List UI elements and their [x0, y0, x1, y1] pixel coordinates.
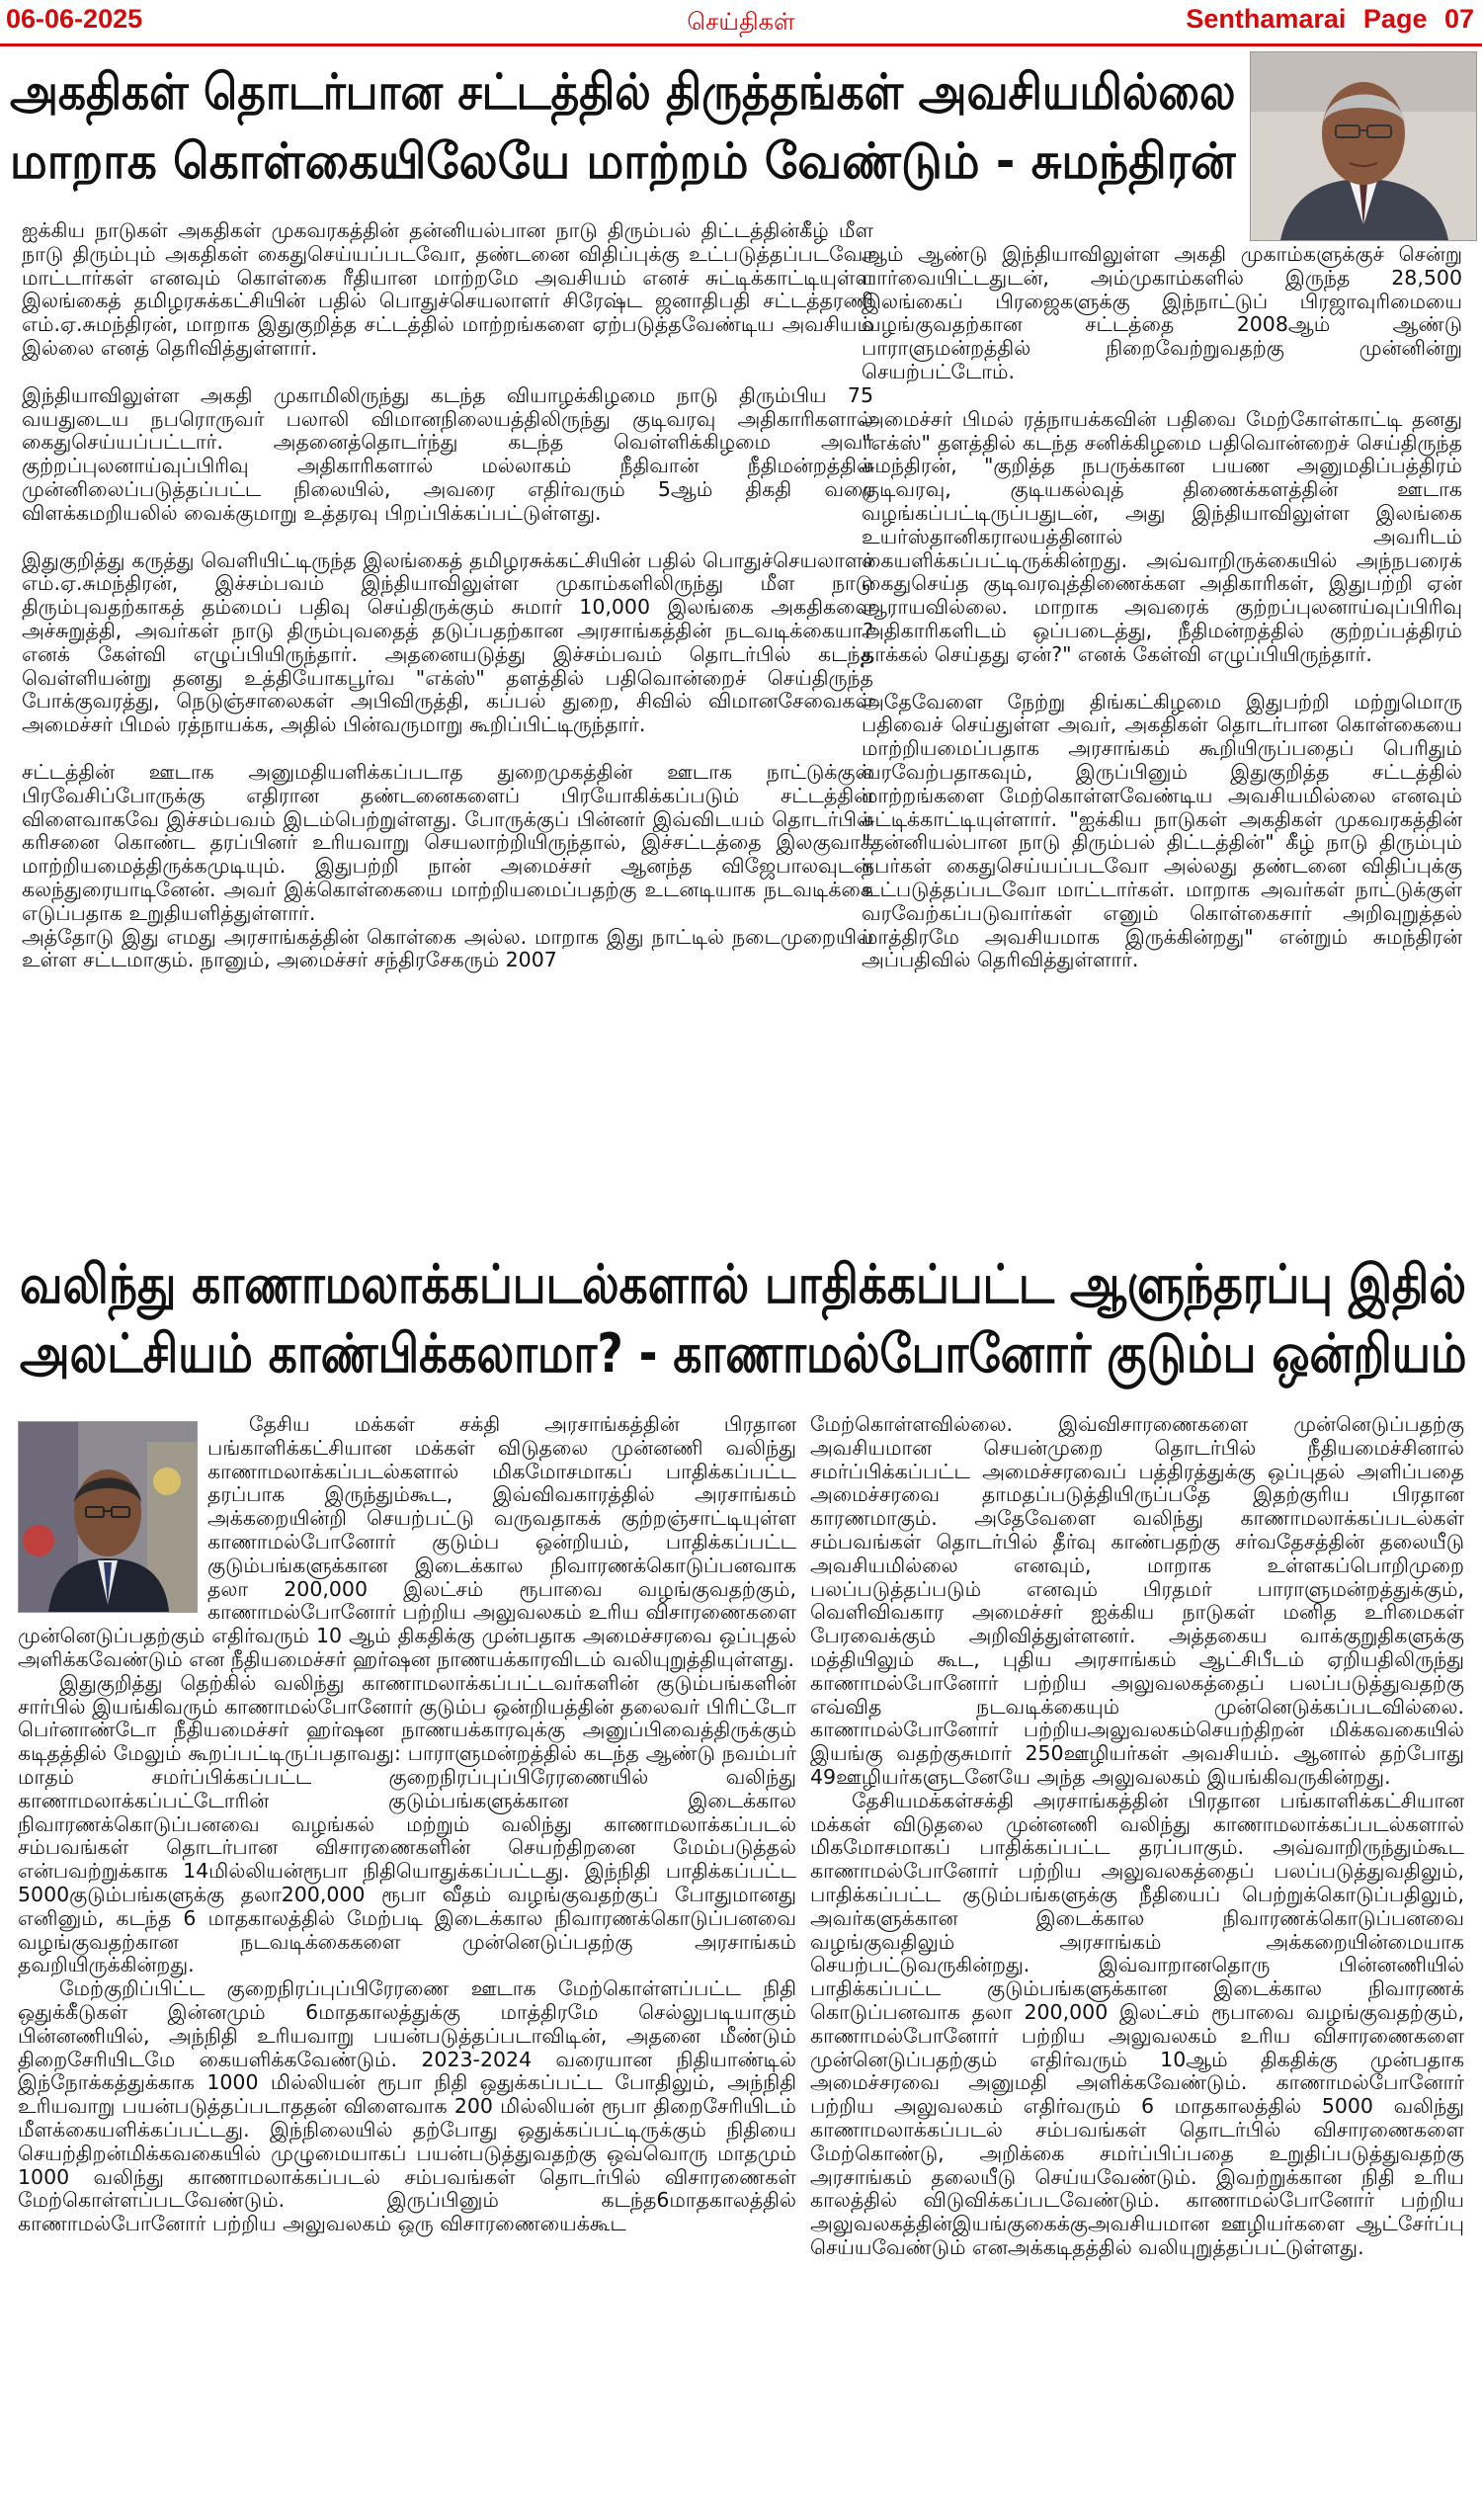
- article2-headline: [20, 1250, 1467, 1388]
- article2-paragraph: மேற்கொள்ளவில்லை. இவ்விசாரணைகளை முன்னெடுப்பதற்கு அவசியமான செயன்முறை தொடர்பில் நீதியமைச்சினால் சமர்ப்பிக்கப்பட்ட அமைச்சரவைப் பத்திரத்துக்கு ஒப்புதல் அளிப்பதை அமைச்சரவை தாமதப்படுத்தியிருப்பதே இதற்குரிய பிரதான காரணமாகும். அதேவேளை வலிந்து காணாமலாக்கப்படல்கள் சம்பவங்கள் தொடர்பில் தீர்வு காண்பதற்கு சர்வதேசத்தின் தலையீடு அவசியமில்லை எனவும், மாறாக உள்ளகப்பொறிமுறை பலப்படுத்தப்படும் எனவும் பிரதமர் பாராளுமன்றத்துக்கும், வெளிவிவகார அமைச்சர் ஐக்கிய நாடுகள் மனித உரிமைகள் பேரவைக்கும் அறிவித்துள்ளனர். அத்தகைய வாக்குறுதிகளுக்கு மத்தியிலும் கூட, புதிய அரசாங்கம் ஆட்சிபீடம் ஏறியதிலிருந்து காணாமல்போனோர் பற்றிய அலுவலகத்தைப் பலப்படுத்துவதற்கு எவ்வித நடவடிக்கையும் முன்னெடுக்கப்படவில்லை. காணாமல்போனோர் பற்றியஅலுவலகம்செயற்திறன் மிக்கவகையில் இயங்கு வதற்குசுமார் 250ஊழியர்கள் அவசியம். ஆனால் தற்போது 49ஊழியர்களுடனேயே அந்த அலுவலகம் இயங்கிவருகின்றது.: [810, 1412, 1464, 1789]
- article1-paragraph: அத்தோடு இது எமது அரசாங்கத்தின் கொள்கை அல்ல. மாறாக இது நாட்டில் நடைமுறையில் உள்ள சட்டமாகும். நானும், அமைச்சர் சந்திரசேகரும் 2007: [22, 924, 873, 972]
- masthead: [0, 0, 1482, 43]
- paper-name: Senthamarai: [1186, 4, 1347, 34]
- paper-page-label: [1186, 4, 1474, 35]
- article1-headline: [10, 57, 1235, 196]
- article2-column2: [810, 1413, 1464, 2515]
- article2-headline-line1: வலிந்து காணாமலாக்கப்படல்களால் பாதிக்கப்பட்ட ஆளுந்தரப்பு இதில்: [20, 1253, 1467, 1315]
- sumanthiran-photo: [1250, 51, 1477, 241]
- article1-paragraph: இந்தியாவிலுள்ள அகதி முகாமிலிருந்து கடந்த வியாழக்கிழமை நாடு திரும்பிய 75 வயதுடைய நபரொருவர் பலாலி விமானநிலையத்திலிருந்து குடிவரவு அதிகாரிகளால் கைதுசெய்யப்பட்டார். அதனைத்தொடர்ந்து கடந்த வெள்ளிக்கிழமை அவர் குற்றப்புலனாய்வுப்பிரிவு அதிகாரிகளால் மல்லாகம் நீதிவான் நீதிமன்றத்தில் முன்னிலைப்படுத்தப்பட்ட நிலையில், அவரை எதிர்வரும் 5ஆம் திகதி வரை விளக்கமறியலில் வைக்குமாறு உத்தரவு பிறப்பிக்கப்பட்டுள்ளது.: [22, 382, 873, 525]
- issue-date: 06-06-2025: [6, 4, 143, 34]
- article1-paragraph: இதுகுறித்து கருத்து வெளியிட்டிருந்த இலங்கைத் தமிழரசுக்கட்சியின் பதில் பொதுச்செயலாளர் எம்.ஏ.சுமந்திரன், இச்சம்பவம் இந்தியாவிலுள்ள முகாம்களிலிருந்து மீள நாடு திரும்புவதற்காகத் தம்மைப் பதிவு செய்திருக்கும் சுமார் 10,000 இலங்கை அகதிகளை அச்சுறுத்தி, அவர்கள் நாடு திரும்புவதைத் தடுப்பதற்கான அரசாங்கத்தின் நடவடிக்கையா? எனக் கேள்வி எழுப்பியிருந்தார். அதனையடுத்து இச்சம்பவம் தொடர்பில் கடந்த வெள்ளியன்று தனது உத்தியோகபூர்வ "எக்ஸ்" தளத்தில் பதிவொன்றைச் செய்திருந்த போக்குவரத்து, நெடுஞ்சாலைகள் அபிவிருத்தி, கப்பல் துறை, சிவில் விமானசேவைகள் அமைச்சர் பிமல் ரத்நாயக்க, அதில் பின்வருமாறு கூறிப்பிட்டிருந்தார்.: [22, 547, 873, 737]
- portrait-image: [1251, 52, 1476, 240]
- page-number: Page 07: [1362, 4, 1474, 34]
- article1-headline-line1: அகதிகள் தொடர்பான சட்டத்தில் திருத்தங்கள் அவசியமில்லை: [10, 63, 1236, 121]
- article2-paragraph: தேசிய மக்கள் சக்தி அரசாங்கத்தின் பிரதான பங்காளிக்கட்சியான மக்கள் விடுதலை முன்னணி வலிந்து காணாமலாக்கப்படல்களால் மிகமோசமாகப் பாதிக்கப்பட்ட தரப்பாக இருந்தும்கூட, இவ்விவகாரத்தில் அரசாங்கம் அக்கறையின்றி செயற்பட்டு வருவதாகக் குற்றஞ்சாட்டியுள்ள காணாமல்போனோர் குடும்ப ஒன்றியம், பாதிக்கப்பட்ட குடும்பங்களுக்கான இடைக்கால நிவாரணக்கொடுப்பனவாக தலா 200,000 இலட்சம் ரூபாவை வழங்குவதற்கும், காணாமல்போனோர் பற்றிய அலுவலகம் உரிய விசாரணைகளை முன்னெடுப்பதற்கும் எதிர்வரும் 10 ஆம் திகதிக்கு முன்பதாக அமைச்சரவை ஒப்புதல் அளிக்கவேண்டும் என நீதியமைச்சர் ஹர்ஷன நாணயக்காரவிடம் வலியுறுத்தியுள்ளது.: [18, 1412, 796, 1671]
- article1-paragraph: ஐக்கிய நாடுகள் அகதிகள் முகவரகத்தின் தன்னியல்பான நாடு திரும்பல் திட்டத்தின்கீழ் மீள நாடு திரும்பும் அகதிகள் கைதுசெய்யப்படவோ, தண்டனை விதிப்புக்கு உட்படுத்தப்படவோ மாட்டார்கள் எனவும் கொள்கை ரீதியான மாற்றமே அவசியம் எனச் சுட்டிக்காட்டியுள்ள இலங்கைத் தமிழரசுக்கட்சியின் பதில் பொதுச்செயலாளர் சிரேஷ்ட ஜனாதிபதி சட்டத்தரணி எம்.ஏ.சுமந்திரன், மாறாக இதுகுறித்த சட்டத்தில் மாற்றங்களை ஏற்படுத்தவேண்டிய அவசியம் இல்லை எனத் தெரிவித்துள்ளார்.: [22, 218, 873, 360]
- article2-headline-line2: அலட்சியம் காண்பிக்கலாமா? - காணாமல்போனோர் குடும்ப ஒன்றியம்: [20, 1322, 1467, 1385]
- article1-column2: [862, 243, 1462, 1243]
- article1-headline-line2: மாறாக கொள்கையிலேயே மாற்றம் வேண்டும் - சுமந்திரன்: [10, 132, 1236, 190]
- article2-paragraph: தேசியமக்கள்சக்தி அரசாங்கத்தின் பிரதான பங்காளிக்கட்சியான மக்கள் விடுதலை முன்னணி வலிந்து காணாமலாக்கப்படல்களால் மிகமோசமாகப் பாதிக்கப்பட்ட தரப்பாகும். அவ்வாறிருந்தும்கூட காணாமல்போனோர் பற்றிய அலுவலகத்தைப் பலப்படுத்துவதிலும், பாதிக்கப்பட்ட குடும்பங்களுக்கு நீதியைப் பெற்றுக்கொடுப்பதிலும், அவர்களுக்கான இடைக்கால நிவாரணக்கொடுப்பனவை வழங்குவதிலும் அரசாங்கம் அக்கறையின்மையாக செயற்பட்டுவருகின்றது. இவ்வாறானதொரு பின்னணியில் பாதிக்கப்பட்ட குடும்பங்களுக்கான இடைக்கால நிவாரணக் கொடுப்பனவாக தலா 200,000 இலட்சம் ரூபாவை வழங்குவதற்கும், காணாமல்போனோர் பற்றிய அலுவலகம் உரிய விசாரணைகளை முன்னெடுப்பதற்கும் எதிர்வரும் 10ஆம் திகதிக்கு முன்பதாக அமைச்சரவை அனுமதி அளிக்கவேண்டும். காணாமல்போனோர் பற்றிய அலுவலகம் எதிர்வரும் 6 மாதகாலத்தில் 5000 வலிந்து காணாமலாக்கப்படல் சம்பவங்கள் தொடர்பில் விசாரணைகளை மேற்கொண்டு, அறிக்கை சமர்ப்பிப்பதை உறுதிப்படுத்துவதற்கு அரசாங்கம் தலையீடு செய்யவேண்டும். இவற்றுக்கான நிதி உரிய காலத்தில் விடுவிக்கப்படவேண்டும். காணாமல்போனோர் பற்றிய அலுவலகத்தின்இயங்குகைக்குஅவசியமான ஊழியர்களை ஆட்சேர்ப்பு செய்யவேண்டும் எனஅக்கடிதத்தில் வலியுறுத்தப்பட்டுள்ளது.: [810, 1788, 1464, 2259]
- article1-paragraph: ஆம் ஆண்டு இந்தியாவிலுள்ள அகதி முகாம்களுக்குச் சென்று பார்வையிட்டதுடன், அம்முகாம்களில் இருந்த 28,500 இலங்கைப் பிரஜைகளுக்கு இந்நாட்டுப் பிரஜாவுரிமையை வழங்குவதற்கான சட்டத்தை 2008ஆம் ஆண்டு பாராளுமன்றத்தில் நிறைவேற்றுவதற்கு முன்னின்று செயற்பட்டோம்.: [862, 242, 1462, 383]
- article1-column1: [22, 219, 873, 1245]
- article2-paragraph: மேற்குறிப்பிட்ட குறைநிரப்புப்பிரேரணை ஊடாக மேற்கொள்ளப்பட்ட நிதி ஒதுக்கீடுகள் இன்னமும் 6மாதகாலத்துக்கு மாத்திரமே செல்லுபடியாகும் பின்னணியில், அந்நிதி உரியவாறு பயன்படுத்தப்படாவிடின், அதனை மீண்டும் திறைசேரியிடமே கையளிக்கவேண்டும். 2023-2024 வரையான நிதியாண்டில் இந்நோக்கத்துக்காக 1000 மில்லியன் ரூபா நிதி ஒதுக்கப்பட்ட போதிலும், அந்நிதி உரியவாறு பயன்படுத்தப்படாததன் விளைவாக 200 மில்லியன் ரூபா திறைசேரியிடம் மீளக்கையளிக்கப்பட்டது. இந்நிலையில் தற்போது ஒதுக்கப்பட்டிருக்கும் நிதியை செயற்திறன்மிக்கவகையில் முழுமையாகப் பயன்படுத்துவதற்கு ஒவ்வொரு மாதமும் 1000 வலிந்து காணாமலாக்கப்படல் சம்பவங்கள் தொடர்பில் விசாரணைகள் மேற்கொள்ளப்படவேண்டும். இருப்பினும் கடந்த6மாதகாலத்தில் காணாமல்போனோர் பற்றிய அலுவலகம் ஒரு விசாரணையைக்கூட: [18, 1976, 796, 2236]
- section-name: செய்திகள்: [687, 8, 795, 36]
- article1-paragraph: அதேவேளை நேற்று திங்கட்கிழமை இதுபற்றி மற்றுமொரு பதிவைச் செய்துள்ள அவர், அகதிகள் தொடர்பான கொள்கையை மாற்றியமைப்பதாக அரசாங்கம் கூறியிருப்பதைப் பெரிதும் வரவேற்பதாகவும், இருப்பினும் இதுகுறித்த சட்டத்தில் மாற்றங்களை மேற்கொள்ளவேண்டிய அவசியமில்லை எனவும் சுட்டிக்காட்டியுள்ளார். "ஐக்கிய நாடுகள் அகதிகள் முகவரகத்தின் "தன்னியல்பான நாடு திரும்பல் திட்டத்தின்" கீழ் நாடு திரும்பும் நபர்கள் கைதுசெய்யப்படவோ அல்லது தண்டனை விதிப்புக்கு உட்படுத்தப்படவோ மாட்டார்கள். மாறாக அவர்கள் நாட்டுக்குள் வரவேற்கப்படுவார்கள் எனும் கொள்கைசார் அறிவுறுத்தல் மாத்திரமே அவசியமாக இருக்கின்றது" என்றும் சுமந்திரன் அப்பதிவில் தெரிவித்துள்ளார்.: [862, 689, 1462, 972]
- top-rule: [0, 43, 1482, 46]
- article1-paragraph: அமைச்சர் பிமல் ரத்நாயக்கவின் பதிவை மேற்கோள்காட்டி தனது "எக்ஸ்" தளத்தில் கடந்த சனிக்கிழமை பதிவொன்றைச் செய்திருந்த சுமந்திரன், "குறித்த நபருக்கான பயண அனுமதிப்பத்திரம் குடிவரவு, குடியகல்வுத் திணைக்களத்தின் ஊடாக வழங்கப்பட்டிருப்பதுடன், அது இந்தியாவிலுள்ள இலங்கை உயர்ஸ்தானிகராலயத்தினால் அவரிடம் கையளிக்கப்பட்டிருக்கின்றது. அவ்வாறிருக்கையில் அந்நபரைக் கைதுசெய்த குடிவரவுத்திணைக்கள அதிகாரிகள், இதுபற்றி ஏன் ஆராயவில்லை. மாறாக அவரைக் குற்றப்புலனாய்வுப்பிரிவு அதிகாரிகளிடம் ஒப்படைத்து, நீதிமன்றத்தில் குற்றப்பத்திரம் தாக்கல் செய்தது ஏன்?" எனக் கேள்வி எழுப்பியிருந்தார்.: [862, 406, 1462, 666]
- article1-paragraph: சட்டத்தின் ஊடாக அனுமதியளிக்கப்படாத துறைமுகத்தின் ஊடாக நாட்டுக்குள் பிரவேசிப்போருக்கு எதிரான தண்டனைகளைப் பிரயோகிக்கப்படும் சட்டத்தின் விளைவாகவே இச்சம்பவம் இடம்பெற்றுள்ளது. போருக்குப் பின்னர் இவ்விடயம் தொடர்பில் கரிசனை கொண்ட தரப்பினர் உரியவாறு செயலாற்றியிருந்தால், இச்சட்டத்தை இலகுவாக மாற்றியமைத்திருக்கமுடியும். இதுபற்றி நான் அமைச்சர் ஆனந்த விஜேபாலவுடன் கலந்துரையாடினேன். அவர் இக்கொள்கையை மாற்றியமைப்பதற்கு உடனடியாக நடவடிக்கை எடுப்பதாக உறுதியளித்துள்ளார்.: [22, 759, 873, 925]
- minister-photo: [18, 1421, 198, 1613]
- minister-image: [19, 1422, 197, 1612]
- article2-paragraph: இதுகுறித்து தெற்கில் வலிந்து காணாமலாக்கப்பட்டவர்களின் குடும்பங்களின் சார்பில் இயங்கிவரும் காணாமல்போனோர் குடும்ப ஒன்றியத்தின் தலைவர் பிரிட்டோ பெர்னாண்டோ நீதியமைச்சர் ஹர்ஷன நாணயக்காரவுக்கு அனுப்பிவைத்திருக்கும் கடிதத்தில் மேலும் கூறப்பட்டிருப்பதாவது: பாராளுமன்றத்தில் கடந்த ஆண்டு நவம்பர் மாதம் சமர்ப்பிக்கப்பட்ட குறைநிரப்புப்பிரேரணையில் வலிந்து காணாமலாக்கப்பட்டோரின் குடும்பங்களுக்கான இடைக்கால நிவாரணக்கொடுப்பனவை வழங்கல் மற்றும் வலிந்து காணாமலாக்கப்படல் சம்பவங்கள் தொடர்பான விசாரணைகளின் செயற்திறனை மேம்படுத்தல் என்பவற்றுக்காக 14மில்லியன்ரூபா நிதியொதுக்கப்பட்டது. இந்நிதி பாதிக்கப்பட்ட 5000குடும்பங்களுக்கு தலா200,000 ரூபா வீதம் வழங்குவதற்குப் போதுமானது எனினும், கடந்த 6 மாதகாலத்தில் மேற்படி இடைக்கால நிவாரணக்கொடுப்பனவை வழங்குவதற்கான நடவடிக்கைகளை முன்னெடுப்பதற்கு அரசாங்கம் தவறியிருக்கின்றது.: [18, 1670, 796, 1977]
